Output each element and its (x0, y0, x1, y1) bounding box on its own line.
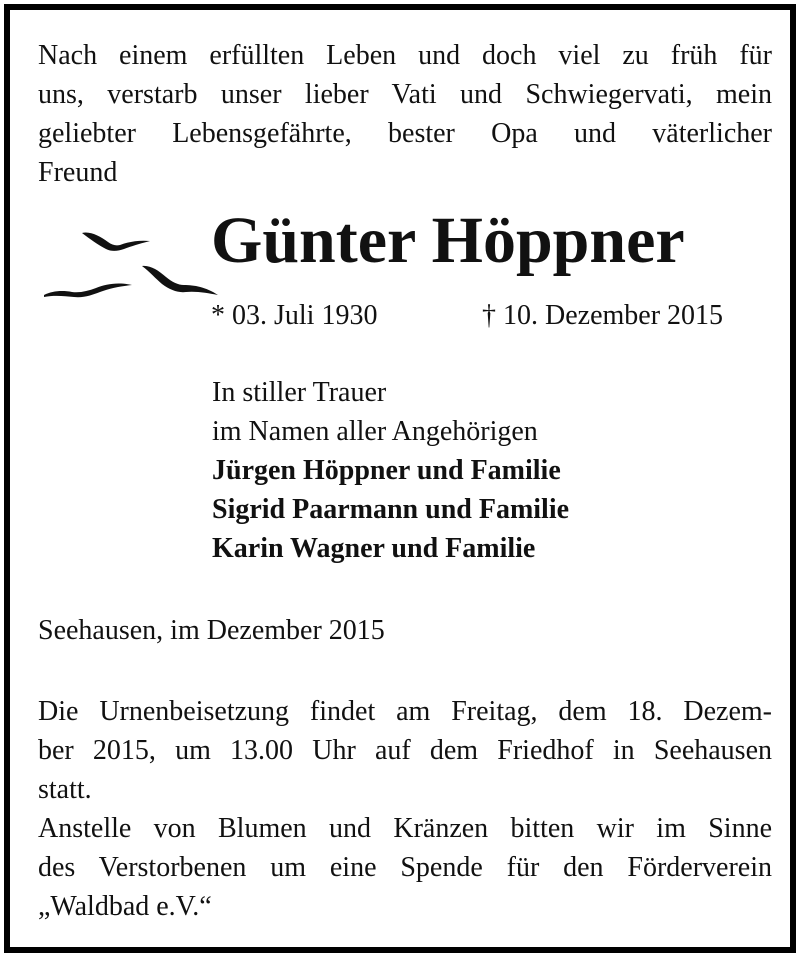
relatives-phrase: im Namen aller Angehörigen (212, 416, 538, 447)
family-name: Karin Wagner und Familie (212, 533, 536, 564)
mourners-block (212, 373, 569, 568)
donation-line: Anstelle von Blumen und Kränzen bitten wir im Sinne (38, 813, 772, 844)
funeral-line: statt. (38, 774, 92, 805)
intro-line: Freund (38, 157, 118, 188)
intro-line: geliebter Lebensgefährte, bester Opa und väterlicher (38, 118, 772, 149)
place-and-date: Seehausen, im Dezember 2015 (38, 615, 385, 646)
flying-birds-icon (38, 225, 223, 310)
intro-text (38, 36, 772, 192)
deceased-name: Günter Höppner (211, 204, 685, 277)
bird-shape (142, 266, 218, 295)
funeral-info (38, 692, 772, 926)
birth-date: * 03. Juli 1930 (211, 300, 378, 331)
death-date: † 10. Dezember 2015 (482, 300, 724, 331)
funeral-line: ber 2015, um 13.00 Uhr auf dem Friedhof in Seehausen (38, 735, 772, 766)
donation-line: „Waldbad e.V.“ (38, 891, 212, 922)
family-name: Jürgen Höppner und Familie (212, 455, 561, 486)
intro-line: Nach einem erfüllten Leben und doch viel zu früh für (38, 40, 772, 71)
donation-line: des Verstorbenen um eine Spende für den Förderverein (38, 852, 772, 883)
obituary-frame (4, 4, 796, 953)
bird-shape (44, 284, 132, 298)
intro-line: uns, verstarb unser lieber Vati und Schwiegervati, mein (38, 79, 772, 110)
funeral-line: Die Urnenbeisetzung findet am Freitag, dem 18. Dezem- (38, 696, 772, 727)
bird-shape (82, 233, 150, 251)
mourning-phrase: In stiller Trauer (212, 377, 387, 408)
family-name: Sigrid Paarmann und Familie (212, 494, 570, 525)
